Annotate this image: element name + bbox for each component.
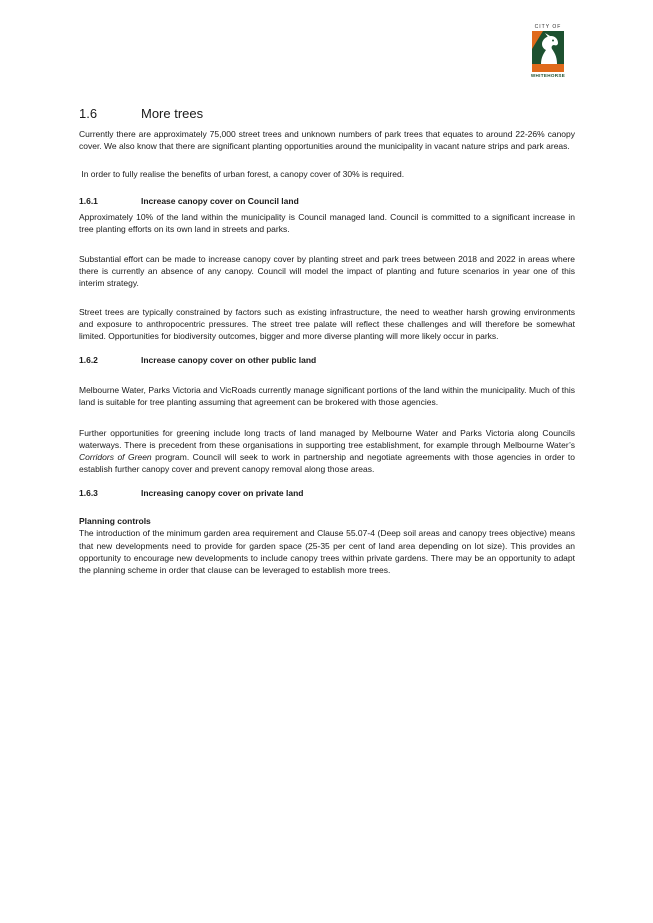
subsection-number: 1.6.2 bbox=[79, 355, 98, 366]
subsection-heading-1-6-1 bbox=[79, 195, 575, 207]
intro-paragraph-2: In order to fully realise the benefits of urban forest, a canopy cover of 30% is required. bbox=[79, 169, 405, 180]
subsection-number: 1.6.1 bbox=[79, 195, 98, 206]
subsection-heading-1-6-3 bbox=[79, 487, 575, 499]
city-of-whitehorse-logo bbox=[528, 24, 568, 84]
sub2-paragraph-2 bbox=[79, 427, 575, 476]
sub3-paragraph-1: The introduction of the minimum garden area requirement and Clause 55.07-4 (Deep soil areas and canopy trees objective) means that new developments need to provide for garden space (25-35 per cent of land area depending on lot size). This provides an opportunity to encourage new developments to include canopy trees within private gardens. There may be an opportunity to adapt the planning scheme in order that clause can be leveraged to establish more trees. bbox=[79, 528, 575, 576]
sub1-paragraph-2: Substantial effort can be made to increase canopy cover by planting street and park trees between 2018 and 2022 in areas where there is currently an absence of any canopy. Council will model the impact of planting and future scenarios in year one of this interim strategy. bbox=[79, 254, 575, 289]
sub2-p2-text-before: Further opportunities for greening include long tracts of land managed by Melbourne Water and Parks Victoria along Councils waterways. There is precedent from these organisations in supporting tree establishment, for example through Melbourne Water’s bbox=[79, 427, 575, 450]
intro-paragraph-1: Currently there are approximately 75,000 street trees and unknown numbers of park trees that equates to around 22-26% canopy cover. We also know that there are significant planting opportunities around the municipality in vacant nature strips and park areas. bbox=[79, 129, 575, 152]
document-body bbox=[79, 105, 575, 576]
subsection-number: 1.6.3 bbox=[79, 488, 98, 499]
sub1-paragraph-1: Approximately 10% of the land within the municipality is Council managed land. Council is committed to a significant increase in tree planting efforts on its own land in streets and parks. bbox=[79, 211, 575, 234]
subsection-title: Increasing canopy cover on private land bbox=[141, 488, 304, 499]
subsection-title: Increase canopy cover on other public land bbox=[141, 355, 317, 366]
planning-controls-heading: Planning controls bbox=[79, 516, 151, 527]
sub2-paragraph-1: Melbourne Water, Parks Victoria and VicRoads currently manage significant portions of the land within the municipality. Much of this land is suitable for tree planting assuming that agreement can be brokered with those agencies. bbox=[79, 385, 575, 408]
horse-shield-icon bbox=[532, 31, 564, 72]
subsection-title: Increase canopy cover on Council land bbox=[141, 195, 299, 206]
corridors-of-green-program-name: Corridors of Green bbox=[79, 452, 152, 463]
section-number: 1.6 bbox=[79, 106, 98, 121]
section-heading bbox=[79, 105, 575, 123]
sub2-p2-text-after: program. Council will seek to work in partnership and negotiate agreements with those agencies in order to establish further canopy cover and prevent canopy removal along those areas. bbox=[79, 452, 576, 475]
logo-top-text: CITY OF bbox=[534, 24, 562, 30]
logo-bottom-text: WHITEHORSE bbox=[530, 73, 566, 78]
subsection-heading-1-6-2 bbox=[79, 354, 575, 366]
section-title: More trees bbox=[141, 106, 204, 121]
sub1-paragraph-3: Street trees are typically constrained by factors such as existing infrastructure, the need to weather harsh growing environments and exposure to anthropocentric pressures. The street tree palate will reflect these challenges and will therefore be somewhat limited. Opportunities for biodiversity outcomes, bigger and more diverse planting will more likely occur in parks. bbox=[79, 306, 575, 342]
